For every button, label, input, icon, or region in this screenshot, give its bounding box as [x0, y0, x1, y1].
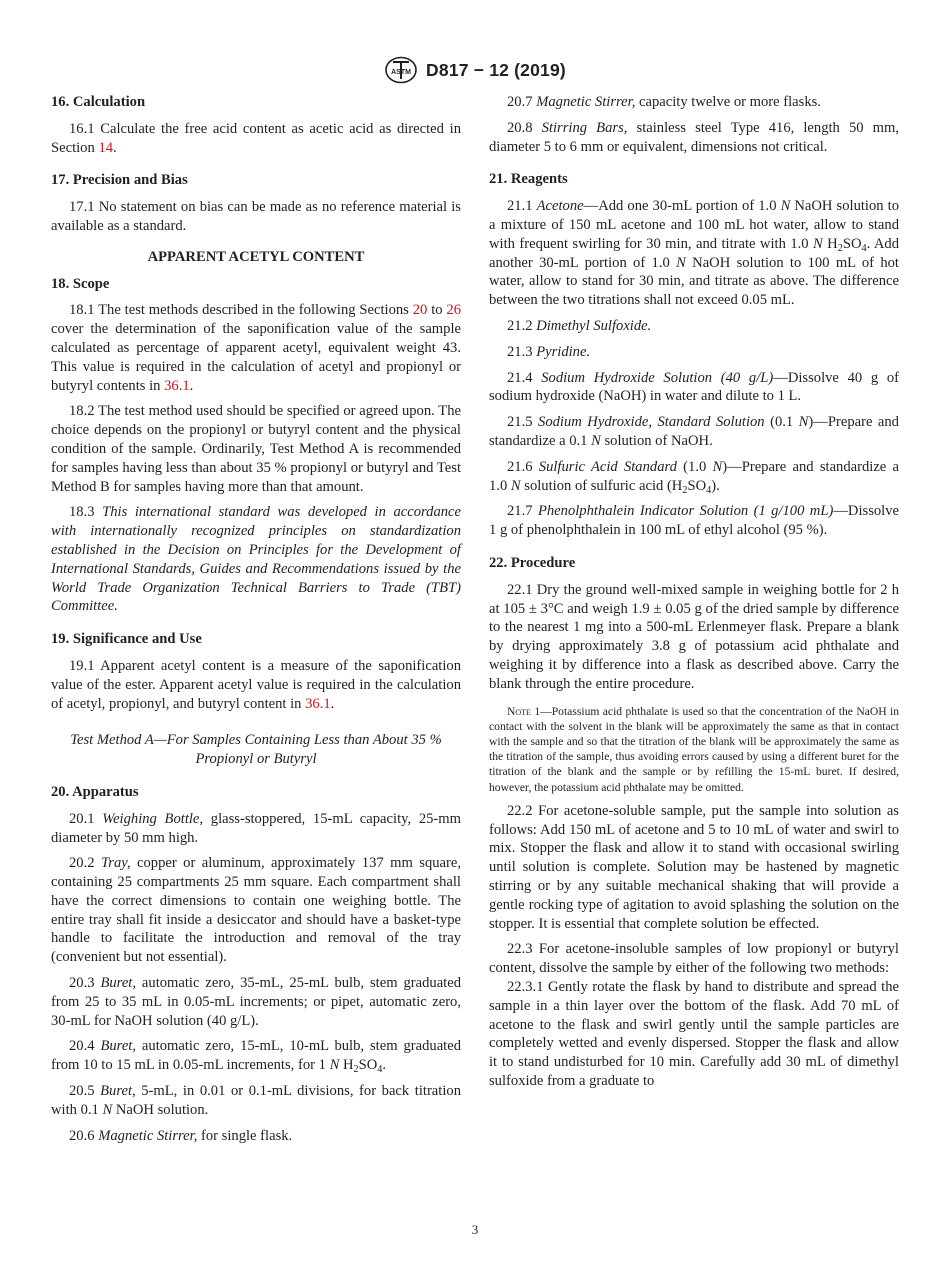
section-20-heading: 20. Apparatus [51, 783, 139, 800]
paragraph-18-1: 18.1 The test methods described in the following Sections 20 to 26 cover the determination of the saponification value of the sample calculated as percentage of apparent acetyl, equivalent weight 43. This value is required in the calculation of acetyl and propionyl or butyryl contents in 36.1. [51, 302, 461, 394]
paragraph-17-1: 17.1 No statement on bias can be made as no reference material is available as a standard. [51, 199, 461, 234]
section-19-heading: 19. Significance and Use [51, 631, 202, 648]
paragraph-20-8: 20.8 Stirring Bars, stainless steel Type 416, length 50 mm, diameter 5 to 6 mm or equivalent, dimensions not critical. [489, 119, 900, 155]
paragraph-21-7: 21.7 Phenolphthalein Indicator Solution (1 g/100 mL)—Dissolve 1 g of phenolphthalein in 100 mL of ethyl alcohol (95 %). [489, 503, 899, 539]
paragraph-22-3: 22.3 For acetone-insoluble samples of low propionyl or butyryl content, dissolve the sample by either of the following two methods: [489, 941, 899, 977]
paragraph-20-1: 20.1 Weighing Bottle, glass-stoppered, 15-mL capacity, 25-mm diameter by 50 mm high. [51, 810, 461, 846]
page-number: 3 [471, 1222, 479, 1237]
note-1: Note 1—Potassium acid phthalate is used so that the concentration of the NaOH in contact with the solvent in the blank will be approximately the same as that in contact with the sample and so that the titration of the blank will be approximately the same as the titration of the sample, thus avoiding errors caused by using a different buret for the titration of the blank and the sample or by refilling the 15-mL buret. If desired, however, the potassium acid phthalate may be omitted. [489, 704, 899, 794]
page-header [0, 56, 950, 84]
paragraph-21-2: 21.2 Dimethyl Sulfoxide. [507, 317, 652, 334]
document-designation: D817 − 12 (2019) [426, 59, 566, 80]
paragraph-21-4: 21.4 Sodium Hydroxide Solution (40 g/L)—Dissolve 40 g of sodium hydroxide (NaOH) in water and dilute to 1 L. [489, 369, 900, 405]
paragraph-20-7: 20.7 Magnetic Stirrer, capacity twelve or more flasks. [507, 94, 821, 110]
paragraph-22-1: 22.1 Dry the ground well-mixed sample in weighing bottle for 2 h at 105 ± 3°C and weigh 1.9 ± 0.05 g of the dried sample by difference to the nearest 1 mg into a 500-mL Erlenmeyer flask. Prepare a blank by drying approximately 3.8 g of potassium acid phthalate and weighing it by difference into a flask as described above. Carry the blank through the entire procedure. [489, 581, 899, 692]
paragraph-19-1: 19.1 Apparent acetyl content is a measure of the saponification value of the ester. Apparent acetyl value is required in the calculation of acetyl, propionyl, and butyryl content in 36.1. [51, 657, 461, 712]
section-22-heading: 22. Procedure [489, 554, 576, 571]
section-16-heading: 16. Calculation [51, 94, 146, 110]
right-column [489, 93, 899, 1091]
astm-logo-icon [384, 56, 418, 84]
section-20-link[interactable]: 20 [412, 302, 428, 319]
paragraph-18-3: 18.3 This international standard was developed in accordance with internationally recognized principles on standardization established in the Decision on Principles for the Development of International Standards, Guides and Recommendations issued by the World Trade Organization Technical Barriers to Trade (TBT) Committee. [51, 504, 461, 615]
left-column [51, 93, 461, 1145]
paragraph-20-6: 20.6 Magnetic Stirrer, for single flask. [69, 1127, 293, 1144]
paragraph-21-1: 21.1 Acetone—Add one 30-mL portion of 1.0 N NaOH solution to a mixture of 150 mL acetone and 100 mL hot water, allow to stand with frequent swirling for 30 min, and titrate with 1.0 N $H_2SO_4$. Add another 30-mL portion of 1.0 N NaOH solution to 100 mL of hot water, allow to stand for 30 min, and titrate as above. The difference between the two titrations shall not exceed 0.05 mL. [489, 198, 900, 309]
paragraph-22-2: 22.2 For acetone-soluble sample, put the sample into solution as follows: Add 150 mL of acetone and 5 to 10 mL of water and swirl to mix. Stopper the flask and allow it to stand with occasional swirling until solution is complete. Solution may be hastened by magnetic stirring or by any suitable mechanical shaking that will provide a gentle rocking type of agitation to avoid splashing the solution on the stopper. It is essential that complete solution be effected. [489, 802, 899, 932]
section-26-link[interactable]: 26 [446, 302, 461, 319]
paragraph-22-3-1: 22.3.1 Gently rotate the flask by hand to distribute and spread the sample in a thin layer over the bottom of the flask. Add 70 mL of acetone to the flask and swirl gently until the sample particles are completely wetted and evenly dispersed. Stopper the flask and allow it to stand undisturbed for 10 min. Carefully add 30 mL of dimethyl sulfoxide from a graduate to [489, 978, 899, 1089]
test-method-a-title: Test Method A—For Samples Containing Less than About 35 % Propionyl or Butyryl [70, 732, 442, 768]
paragraph-20-5: 20.5 Buret, 5-mL, in 0.01 or 0.1-mL divisions, for back titration with 0.1 N NaOH solution. [51, 1083, 461, 1118]
paragraph-21-5: 21.5 Sodium Hydroxide, Standard Solution (0.1 N)—Prepare and standardize a 0.1 N solution of NaOH. [489, 414, 899, 449]
svg-text:ASTM: ASTM [391, 69, 411, 76]
section-36-1-link[interactable]: 36.1 [164, 377, 190, 394]
section-21-heading: 21. Reagents [489, 171, 568, 188]
section-36-1-link[interactable]: 36.1 [305, 695, 331, 712]
paragraph-16-1: 16.1 Calculate the free acid content as acetic acid as directed in Section 14. [51, 120, 461, 156]
paragraph-20-3: 20.3 Buret, automatic zero, 35-mL, 25-mL bulb, stem graduated from 25 to 35 mL in 0.05-mL increments; or pipet, automatic zero, 30-mL for NaOH solution (40 g/L). [51, 975, 462, 1029]
apparent-acetyl-title: APPARENT ACETYL CONTENT [147, 248, 365, 265]
section-14-link[interactable]: 14 [98, 139, 114, 156]
paragraph-21-6: 21.6 Sulfuric Acid Standard (1.0 N)—Prepare and standardize a 1.0 N solution of sulfuric acid $(H_2SO_4)$. [489, 458, 900, 496]
paragraph-20-4: 20.4 Buret, automatic zero, 15-mL, 10-mL bulb, stem graduated from 10 to 15 mL in 0.05-mL increments, for 1 N $H_2SO_4$. [51, 1038, 462, 1076]
section-17-heading: 17. Precision and Bias [51, 172, 188, 189]
section-18-heading: 18. Scope [51, 275, 110, 292]
paragraph-20-2: 20.2 Tray, copper or aluminum, approximately 137 mm square, containing 25 compartments 25 mm square. Each compartment shall have the correct dimensions to contain one weighing bottle. The entire tray shall fit inside a desiccator and should have a basket-type handle to facilitate the introduction and removal of the tray (convenient but not essential). [51, 855, 461, 966]
paragraph-21-3: 21.3 Pyridine. [507, 343, 591, 360]
paragraph-18-2: 18.2 The test method used should be specified or agreed upon. The choice depends on the propionyl or butyryl content and the physical condition of the sample. Ordinarily, Test Method A is recommended for samples having less than about 35 % propionyl or butyryl and Test Method B for samples having more than that amount. [51, 403, 461, 495]
